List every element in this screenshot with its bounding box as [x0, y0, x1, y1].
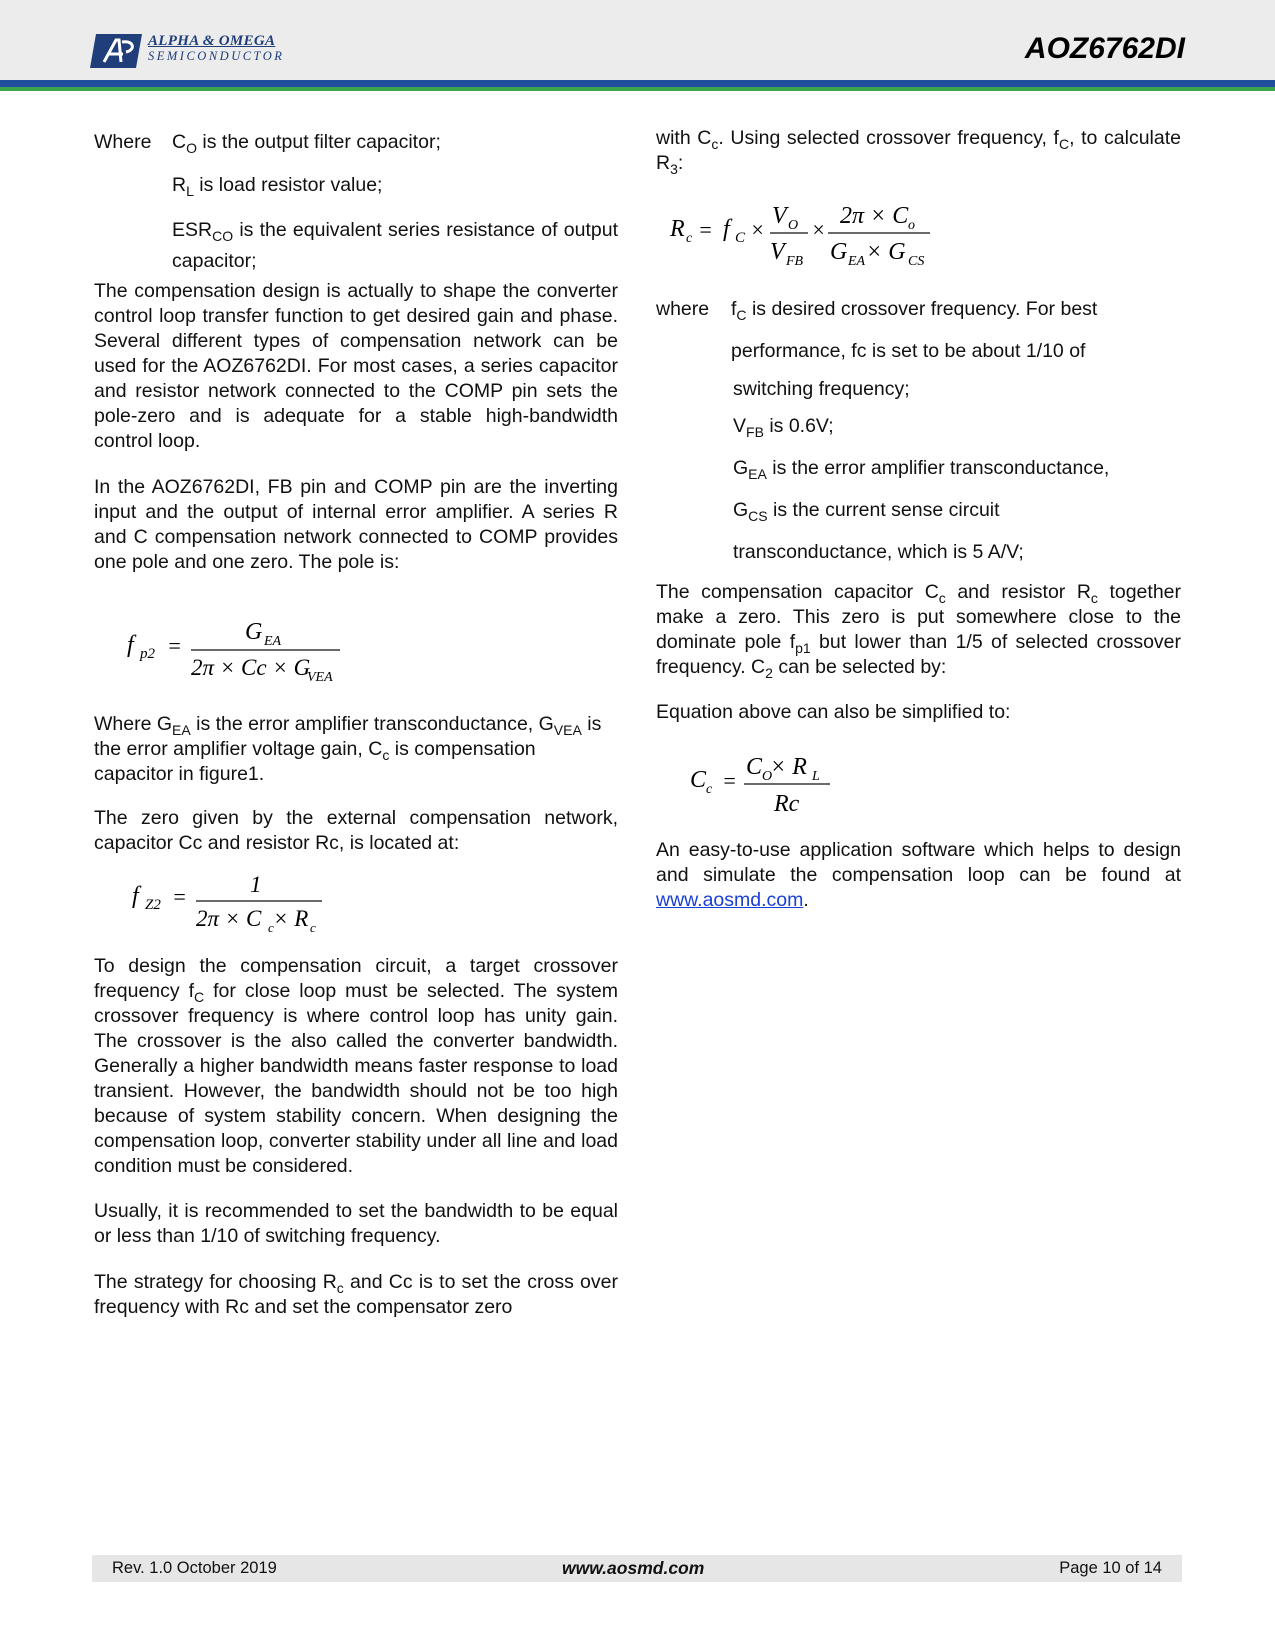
svg-text:2π × C: 2π × C: [196, 906, 262, 931]
svg-text:=: =: [167, 633, 182, 658]
def-gcs-cont: transconductance, which is 5 A/V;: [733, 541, 1024, 563]
svg-text:EA: EA: [264, 634, 282, 649]
left-para-4: The zero given by the external compensation network, capacitor Cc and resistor Rc, is located at:: [94, 807, 618, 854]
svg-text:Z2: Z2: [145, 897, 161, 913]
svg-text:f: f: [723, 216, 730, 242]
svg-text:o: o: [908, 218, 915, 233]
svg-text:G: G: [830, 239, 848, 265]
svg-text:×: ×: [811, 217, 826, 242]
svg-text:× G: × G: [866, 239, 906, 265]
svg-text:C: C: [746, 754, 763, 780]
company-logo-icon: [90, 34, 142, 68]
def-fc: $f_C$ is desired crossover frequency. For best: [731, 298, 1098, 323]
svg-text:f: f: [132, 883, 139, 909]
def-gcs: $G_{CS}$ is the current sense circuit: [733, 499, 1000, 524]
company-name: [148, 33, 284, 64]
svg-text:V: V: [770, 239, 785, 265]
def-gea: $G_{EA}$ is the error amplifier transconductance,: [733, 457, 1110, 482]
page-footer: [92, 1555, 1182, 1582]
left-para-2: In the AOZ6762DI, FB pin and COMP pin are the inverting input and the output of internal error amplifier. A series R and C compensation network connected to COMP provides one pole and one zero. The pole is:: [94, 476, 618, 573]
svg-text:Rc: Rc: [774, 791, 800, 817]
svg-text:R: R: [670, 216, 685, 242]
svg-text:EA: EA: [848, 254, 866, 269]
equation-cc: [688, 750, 848, 820]
svg-text:c: c: [268, 920, 274, 935]
svg-text:2π × C: 2π × C: [840, 203, 909, 229]
def-co: $C_O$ is the output filter capacitor;: [172, 131, 441, 156]
left-para-3: Where $G_{EA}$ is the error amplifier transconductance, $G_{VEA}$ is the error amplifier voltage gain, $C_c$ is compensation capacitor in figure1.: [94, 713, 602, 785]
svg-text:G: G: [245, 619, 263, 645]
footer-website: www.aosmd.com: [562, 1558, 705, 1578]
svg-text:=: =: [698, 217, 713, 242]
svg-text:=: =: [722, 768, 737, 793]
svg-text:O: O: [762, 769, 773, 784]
svg-text:f: f: [127, 632, 134, 658]
left-para-1: The compensation design is actually to shape the converter control loop transfer function to get desired gain and phase. Several different types of compensation network can be used for the AOZ6762DI. For most cases, a series capacitor and resistor network connected to the COMP pin sets the pole-zero and is adequate for a stable high-bandwidth control loop.: [94, 280, 618, 452]
left-para-5: To design the compensation circuit, a target crossover frequency $f_C$ for close loop must be selected. The system crossover frequency is where control loop has unity gain. The crossover is the also called the converter bandwidth. Generally a higher bandwidth means faster response to load transient. However, the bandwidth should not be too high because of system stability concern. When designing the compensation loop, converter stability under all line and load condition must be considered.: [94, 955, 618, 1177]
company-name-line1: ALPHA & OMEGA: [148, 33, 276, 49]
svg-text:c: c: [686, 231, 693, 246]
def-rl: $R_L$ is load resistor value;: [172, 174, 383, 199]
svg-text:2π × Cc × G: 2π × Cc × G: [191, 655, 311, 680]
svg-text:VEA: VEA: [307, 670, 333, 685]
svg-text:C: C: [735, 230, 746, 246]
svg-text:p2: p2: [140, 646, 155, 662]
revision-text: Rev. 1.0 October 2019: [112, 1559, 277, 1577]
aosmd-link[interactable]: www.aosmd.com: [656, 889, 804, 911]
company-name-line2: SEMICONDUCTOR: [148, 49, 285, 63]
page-number: Page 10 of 14: [1059, 1559, 1162, 1577]
part-number: AOZ6762DI: [1024, 32, 1185, 65]
header-rule-blue: [0, 80, 1275, 87]
svg-text:CS: CS: [908, 254, 925, 269]
svg-text:O: O: [788, 218, 799, 233]
where-label: Where: [94, 131, 152, 153]
right-para-3: Equation above can also be simplified to:: [656, 701, 1011, 723]
equation-rc: [668, 196, 948, 271]
where-label-right: where: [656, 298, 710, 320]
svg-text:c: c: [706, 782, 713, 797]
svg-text:×: ×: [750, 217, 765, 242]
svg-text:=: =: [172, 884, 187, 909]
svg-text:1: 1: [250, 872, 262, 897]
left-para-6: Usually, it is recommended to set the bandwidth to be equal or less than 1/10 of switching frequency.: [94, 1200, 618, 1247]
header-rule-green: [0, 87, 1275, 91]
right-para-1: with $C_c$. Using selected crossover frequency, $f_C$, to calculate $R_3$:: [656, 127, 1181, 177]
svg-text:× R: × R: [273, 906, 309, 931]
def-esr: $ESR_{CO}$ is the equivalent series resistance of output capacitor;: [172, 219, 618, 272]
right-para-4: An easy-to-use application software which helps to design and simulate the compensation loop can be found at www.aosmd.com.: [656, 839, 1181, 911]
svg-text:× R: × R: [770, 754, 807, 780]
left-para-7: The strategy for choosing $R_c$ and Cc is to set the cross over frequency with Rc and set the compensator zero: [94, 1271, 618, 1318]
def-vfb: $V_{FB}$ is 0.6V;: [733, 415, 834, 440]
equation-pole: [125, 615, 355, 685]
right-para-2: The compensation capacitor $C_c$ and resistor $R_c$ together make a zero. This zero is put somewhere close to the dominate pole $f_{p1}$ but lower than 1/5 of selected crossover frequency. $C_2$ can be selected by:: [656, 581, 1182, 681]
equation-zero: [130, 868, 330, 938]
svg-text:V: V: [772, 203, 787, 229]
svg-text:FB: FB: [786, 254, 804, 269]
svg-text:L: L: [812, 769, 820, 784]
def-fc-cont2: switching frequency;: [733, 378, 910, 400]
svg-text:C: C: [690, 767, 707, 793]
svg-text:c: c: [310, 920, 316, 935]
def-fc-cont1: performance, fc is set to be about 1/10 of: [731, 340, 1086, 362]
